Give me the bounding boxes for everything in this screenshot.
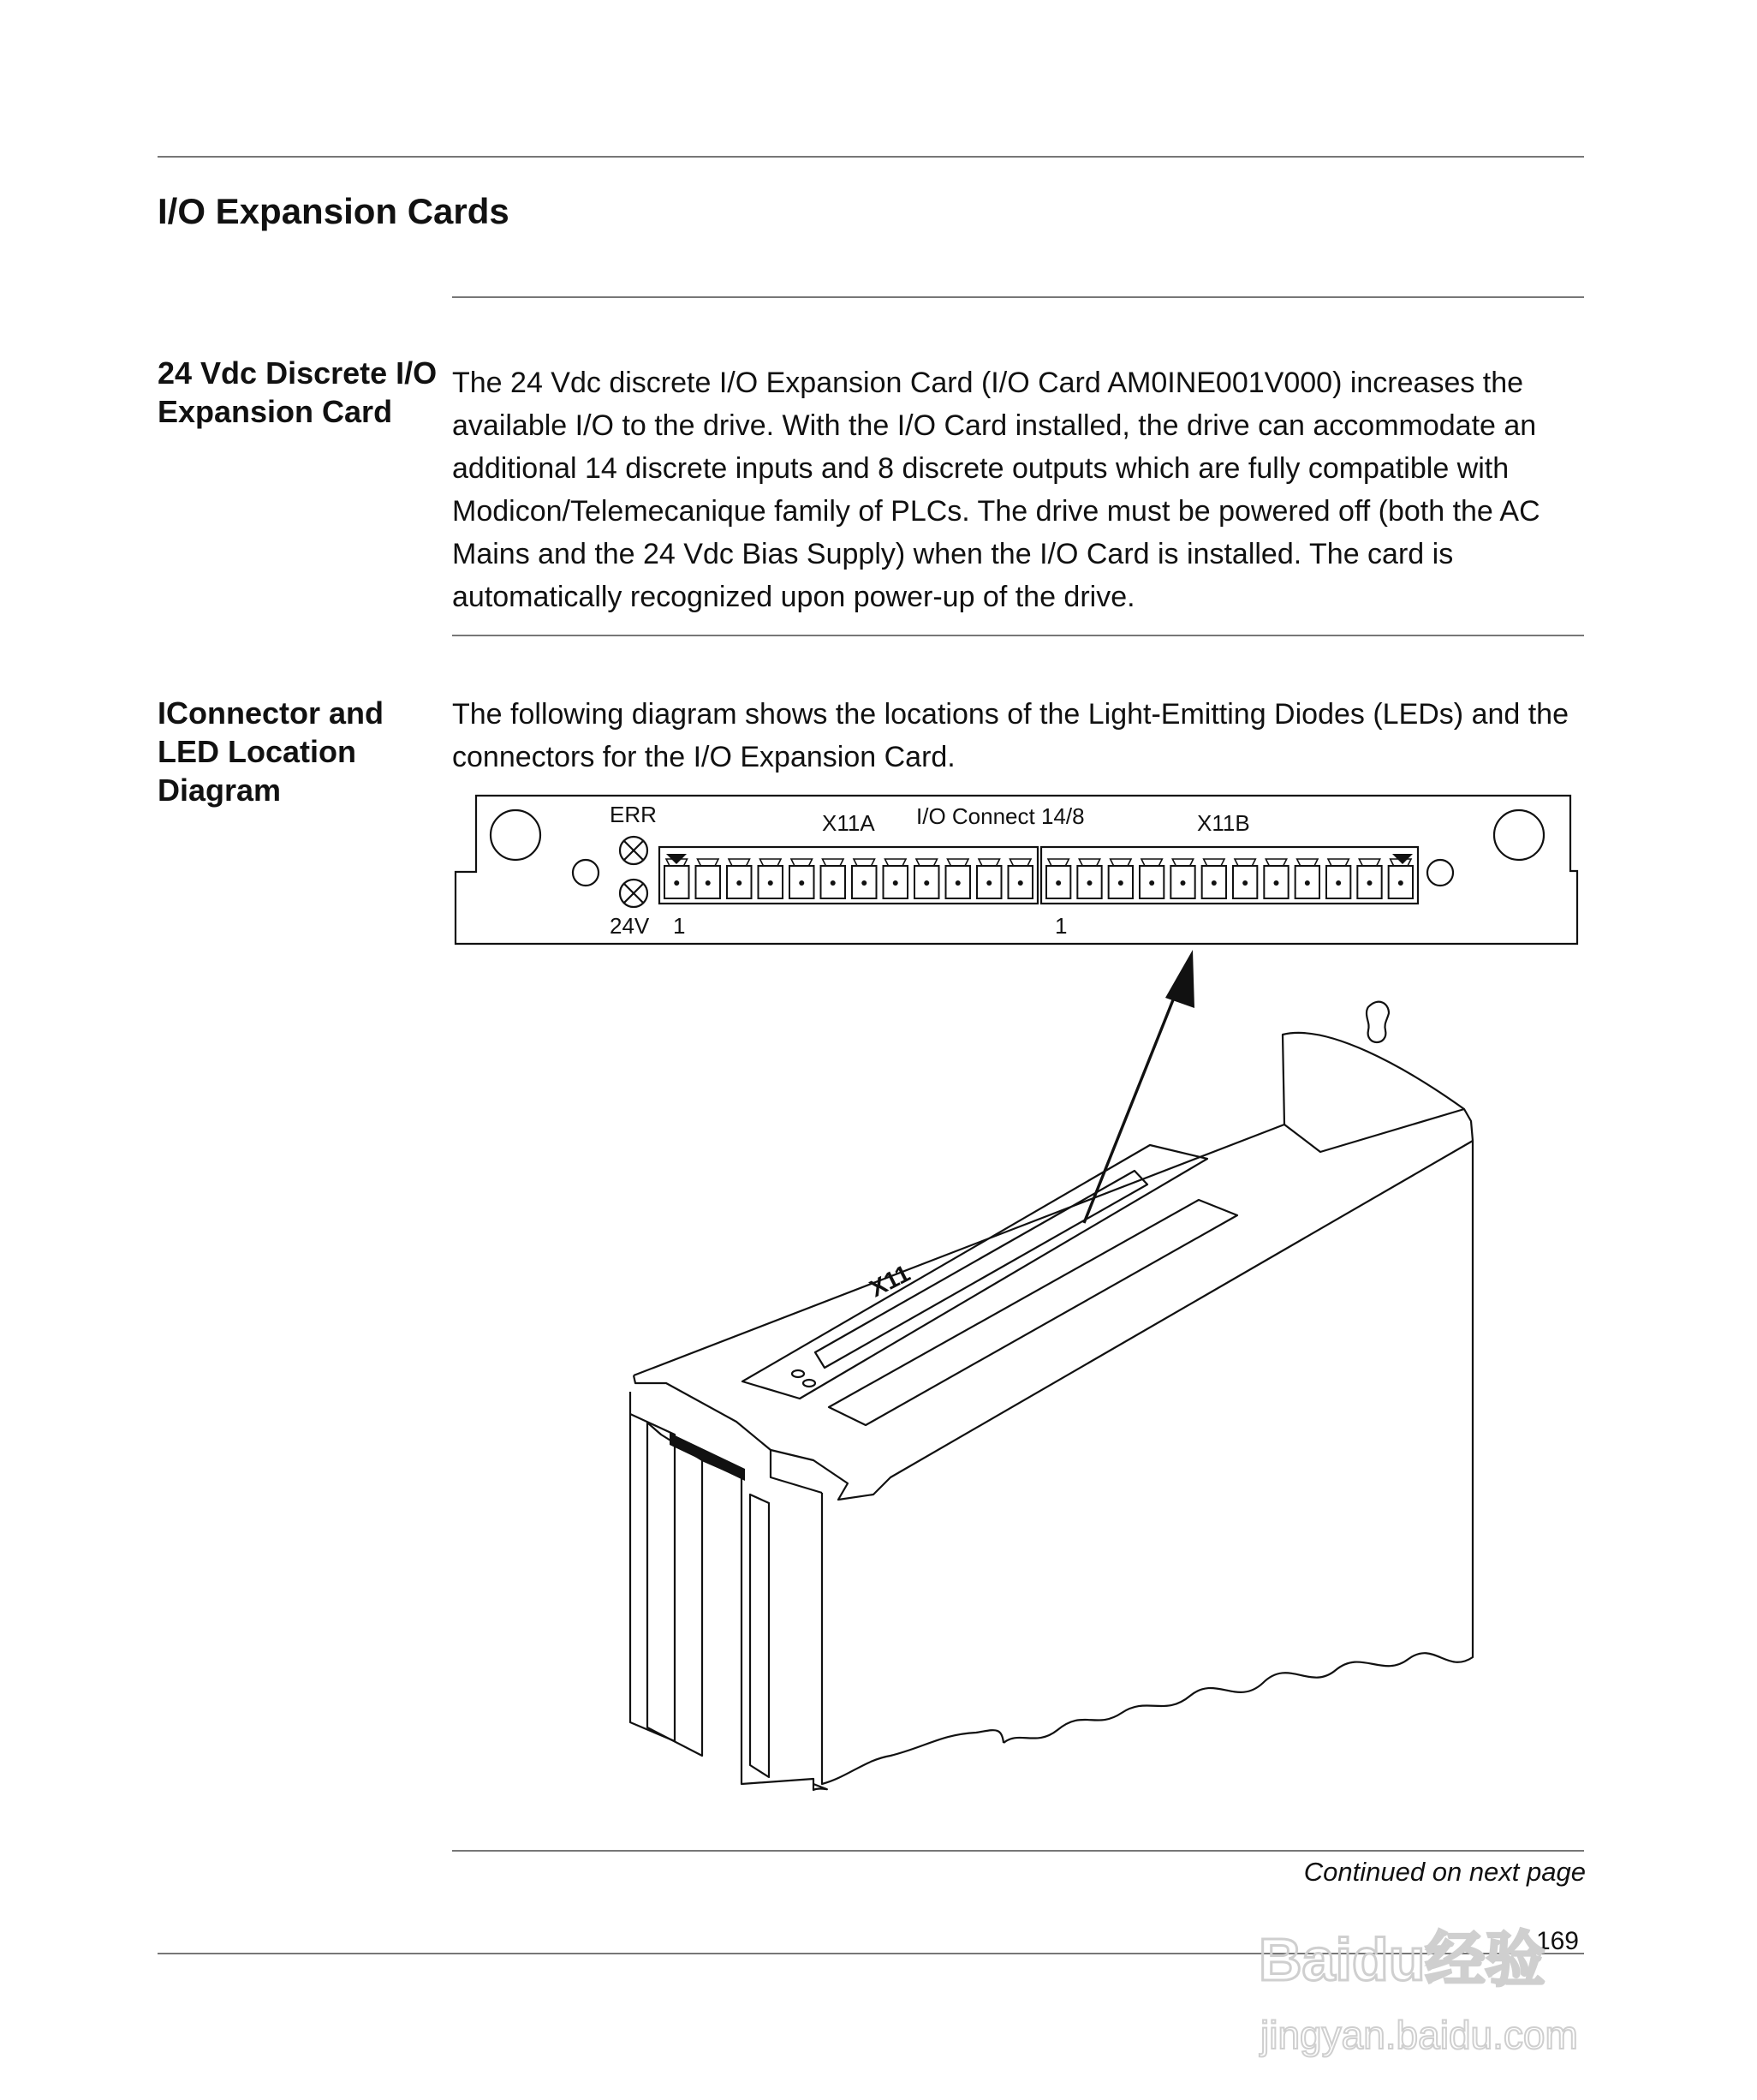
- terminal-pin: [1009, 859, 1033, 898]
- terminal-pin: [946, 859, 971, 898]
- terminal-pin: [1202, 859, 1226, 898]
- section-1-rule: [452, 296, 1584, 298]
- terminal-pin: [1077, 859, 1101, 898]
- watermark-brand: Baidu经验: [1259, 1926, 1546, 1993]
- drive-front-right-edge: [822, 1493, 1004, 1784]
- terminal-pin: [914, 859, 939, 898]
- section-1-body: The 24 Vdc discrete I/O Expansion Card (I/O Card AM0INE001V000) increases the available I/O to the drive. With the I/O Card installed, the drive can accommodate an additional 14 discrete inputs and 8 discrete outputs which are fully compatible with Modicon/Telemecanique family of PLCs. The drive must be powered off (both the AC Mains and the 24 Vdc Bias Supply) when the I/O Card is installed. The card is automatically recognized upon power-up of the drive.: [452, 367, 1540, 613]
- terminal-pin: [1264, 859, 1288, 898]
- terminal-pin: [1109, 859, 1133, 898]
- slot-led-1: [792, 1370, 804, 1377]
- keyhole: [1367, 1002, 1389, 1042]
- terminal-pin: [852, 859, 877, 898]
- label-pin-a: 1: [673, 913, 686, 939]
- drive-back-edge: [1283, 1033, 1464, 1125]
- slot-x11-inner: [815, 1171, 1147, 1368]
- label-x11-slot: X11: [865, 1259, 914, 1303]
- drive-body: [630, 1002, 1473, 1790]
- terminal-pin: [1357, 859, 1381, 898]
- drive-front-right: [742, 1477, 827, 1790]
- section-2-rule: [452, 635, 1584, 636]
- terminal-pin: [884, 859, 908, 898]
- terminal-pin: [664, 859, 689, 898]
- label-pin-b: 1: [1055, 913, 1068, 939]
- label-24v: 24V: [610, 913, 650, 939]
- mounting-hole-right: [1494, 810, 1544, 860]
- 24v-led: [620, 880, 647, 907]
- pointer-arrow-line: [1084, 989, 1177, 1223]
- terminal-pin: [977, 859, 1002, 898]
- label-connector-title: I/O Connect 14/8: [916, 803, 1085, 829]
- terminal-pin: [759, 859, 783, 898]
- connector-x11a: [659, 847, 1038, 904]
- drive-front-slot: [750, 1494, 769, 1777]
- label-x11a: X11A: [822, 810, 875, 836]
- continued-rule: [452, 1850, 1584, 1852]
- baidu-watermark: [1250, 1912, 1678, 2083]
- bottom-rule: [158, 1953, 1584, 1954]
- section-1-heading: 24 Vdc Discrete I/O Expansion Card: [158, 355, 438, 429]
- terminal-pin: [696, 859, 721, 898]
- terminal-pin: [821, 859, 846, 898]
- slot-led-2: [803, 1380, 815, 1387]
- terminal-pin: [1140, 859, 1164, 898]
- terminal-pin: [1046, 859, 1070, 898]
- led-small-left: [573, 860, 599, 886]
- io-card-diagram: [445, 792, 1593, 1794]
- drive-front-stripe: [670, 1433, 745, 1481]
- page-title: I/O Expansion Cards: [158, 191, 509, 231]
- label-err: ERR: [610, 802, 657, 827]
- terminal-pin: [1389, 859, 1413, 898]
- continued-note: Continued on next page: [1303, 1857, 1586, 1887]
- page-number: 169: [1535, 1927, 1579, 1955]
- led-small-right: [1427, 860, 1453, 886]
- connector-x11b: [1041, 847, 1418, 904]
- terminal-pin: [1170, 859, 1194, 898]
- terminal-pin: [1233, 859, 1257, 898]
- drive-top-face: [634, 1109, 1473, 1743]
- label-x11b: X11B: [1197, 810, 1250, 836]
- section-2-body: The following diagram shows the locations of the Light-Emitting Diodes (LEDs) and the connectors for the I/O Expansion Card.: [452, 698, 1569, 773]
- terminal-pin: [1326, 859, 1350, 898]
- terminal-pin: [727, 859, 752, 898]
- terminal-pin: [1295, 859, 1319, 898]
- x11b-terminals: [1046, 859, 1413, 898]
- x11a-terminals: [664, 859, 1033, 898]
- err-led: [620, 837, 647, 864]
- pointer-arrow-head: [1165, 950, 1194, 1008]
- mounting-hole-left: [491, 810, 540, 860]
- top-rule: [158, 156, 1584, 158]
- drive-front-left: [630, 1392, 675, 1741]
- terminal-pin: [789, 859, 814, 898]
- watermark-url: jingyan.baidu.com: [1260, 2013, 1578, 2057]
- section-2-heading: IConnector and LED Location Diagram: [158, 695, 384, 808]
